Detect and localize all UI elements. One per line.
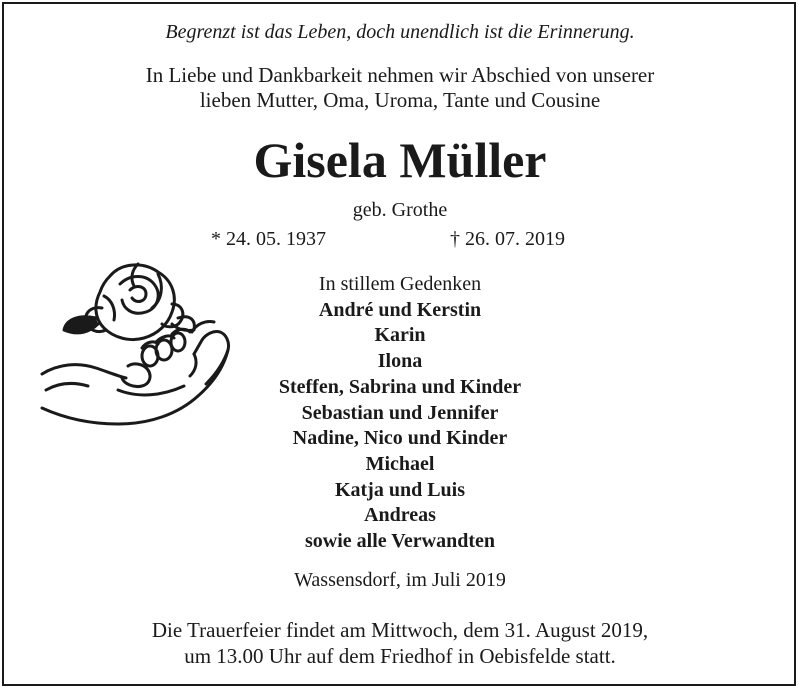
mourner-entry: Andreas	[364, 504, 436, 527]
intro-text	[0, 63, 800, 113]
mourner-entry: Nadine, Nico und Kinder	[292, 427, 508, 450]
maiden-name: geb. Grothe	[352, 199, 448, 221]
deceased-name: Gisela Müller	[253, 132, 547, 188]
mourner-entry: sowie alle Verwandten	[305, 530, 495, 553]
mourner-entry: Ilona	[377, 350, 423, 373]
intro-line: In Liebe und Dankbarkeit nehmen wir Abschied von unserer	[145, 63, 655, 87]
mourner-entry: André und Kerstin	[318, 298, 482, 321]
mourners-heading: In stillem Gedenken	[318, 273, 482, 295]
service-line: Die Trauerfeier findet am Mittwoch, dem 31. August 2019,	[151, 618, 649, 642]
mourner-entry: Michael	[365, 452, 435, 475]
mourner-entry: Karin	[374, 324, 426, 347]
birth-date: * 24. 05. 1937	[211, 228, 326, 250]
intro-line: lieben Mutter, Oma, Uroma, Tante und Cousine	[199, 88, 601, 112]
life-dates	[0, 228, 800, 254]
mourner-entry: Steffen, Sabrina und Kinder	[278, 375, 522, 398]
place-and-date: Wassensdorf, im Juli 2019	[294, 569, 506, 591]
service-line: um 13.00 Uhr auf dem Friedhof in Oebisfelde statt.	[184, 644, 616, 668]
mourner-entry: Katja und Luis	[334, 478, 466, 501]
motto: Begrenzt ist das Leben, doch unendlich ist die Erinnerung.	[165, 21, 635, 43]
mourners-list	[0, 272, 800, 555]
death-date: † 26. 07. 2019	[450, 228, 565, 250]
funeral-service-info	[0, 617, 800, 669]
mourner-entry: Sebastian und Jennifer	[301, 401, 499, 424]
